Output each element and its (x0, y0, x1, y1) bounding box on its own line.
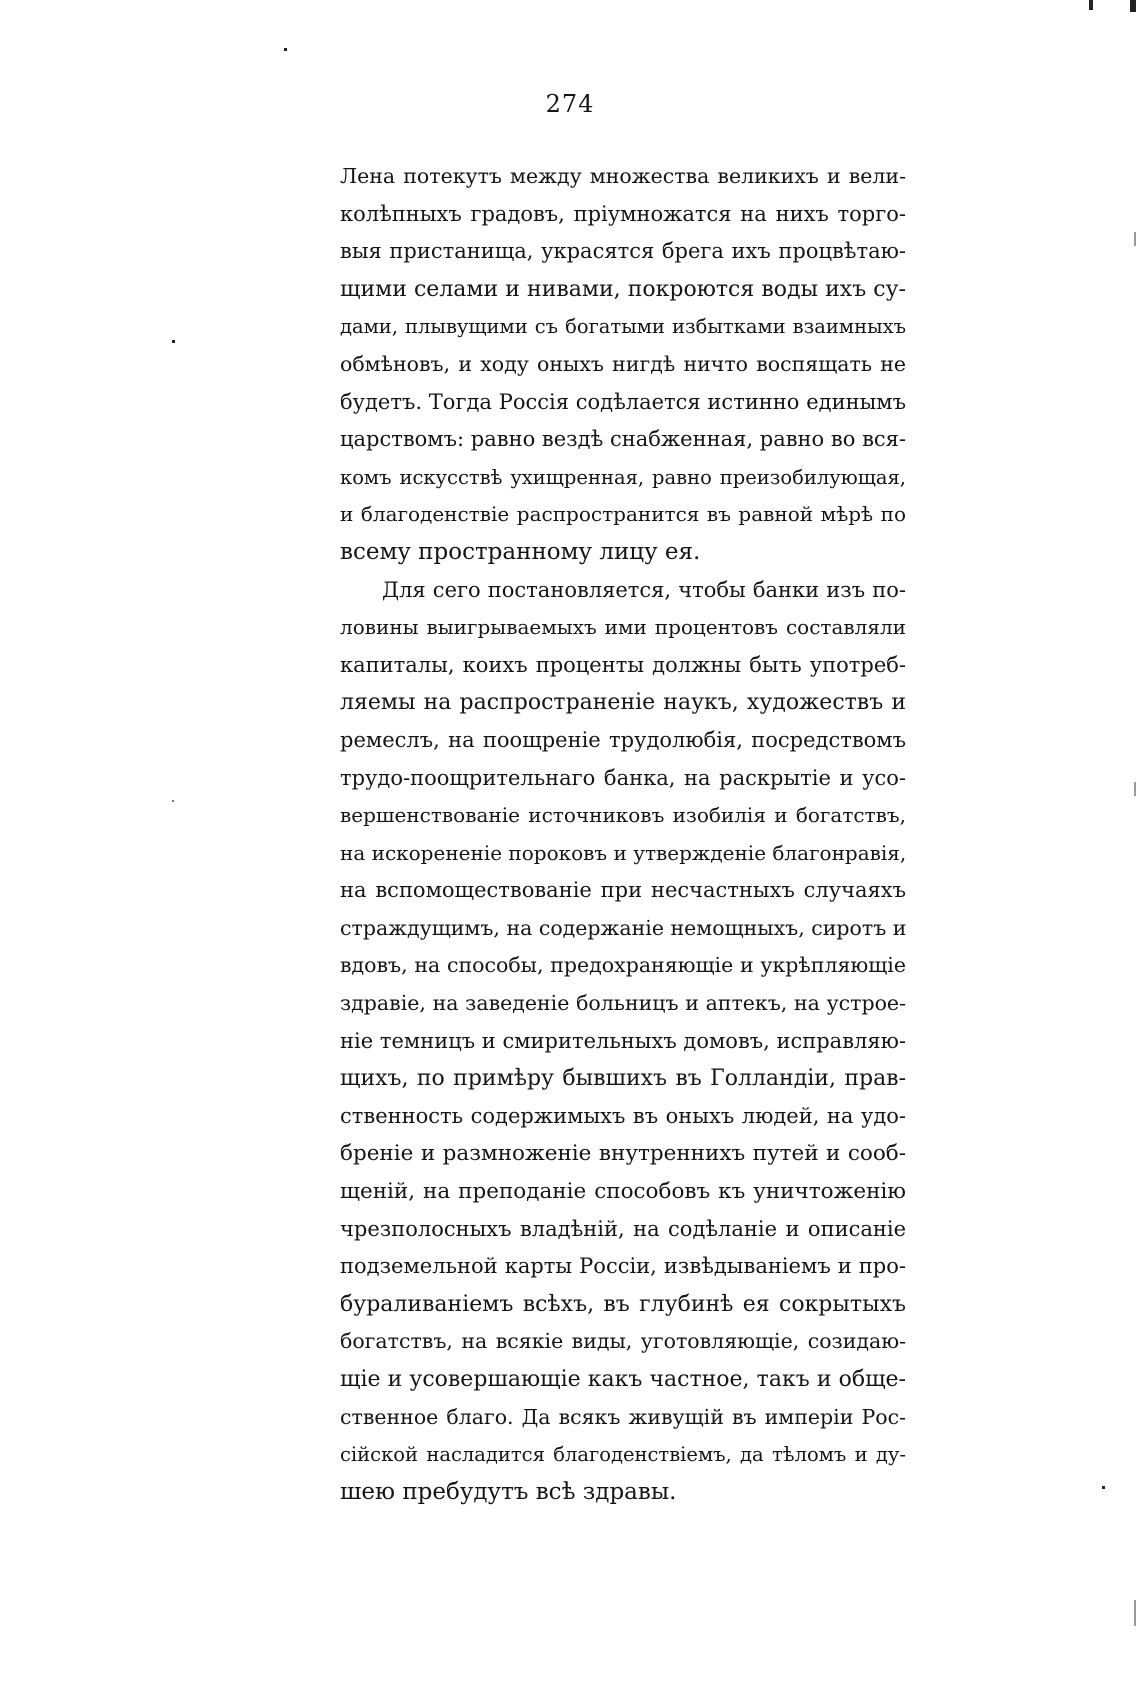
text-line: здравіе, на заведеніе больницъ и аптекъ, на устрое- (340, 991, 906, 1016)
text-line: дами, плывущими съ богатыми избытками взаимныхъ (340, 315, 906, 339)
scan-speck (1134, 232, 1136, 246)
scan-speck (1134, 782, 1136, 796)
text-line: трудо-поощрительнаго банка, на раскрытіе и усо- (340, 765, 906, 790)
text-line: на вспомоществованіе при несчастныхъ случаяхъ (340, 878, 906, 903)
page-number: 274 (545, 90, 595, 118)
text-body (340, 158, 906, 1511)
text-line: шею пребудутъ всѣ здравы. (340, 1478, 677, 1505)
text-line: ственность содержимыхъ въ оныхъ людей, на удо- (340, 1103, 906, 1128)
scan-speck (1134, 1600, 1136, 1626)
scan-speck (1130, 0, 1136, 12)
text-line: щеній, на преподаніе способовъ къ уничтоженію (340, 1179, 906, 1205)
text-line: сійской насладится благоденствіемъ, да тѣломъ и ду- (340, 1443, 906, 1467)
scan-speck (1089, 0, 1093, 10)
scan-speck (284, 48, 287, 51)
scan-speck (172, 340, 175, 343)
text-line: колѣпныхъ градовъ, пріумножатся на нихъ торго- (340, 201, 906, 226)
text-line: Лена потекутъ между множества великихъ и вели- (340, 164, 906, 188)
text-line: ремеслъ, на поощреніе трудолюбія, посредствомъ (340, 727, 906, 752)
text-line: вдовъ, на способы, предохраняющіе и укрѣпляющіе (340, 953, 906, 978)
text-line: выя пристанища, украсятся брега ихъ процвѣтаю- (340, 239, 906, 264)
text-line: ловины выигрываемыхъ ими процентовъ составляли (340, 615, 906, 640)
text-line: капиталы, коихъ проценты должны быть употреб- (340, 652, 906, 677)
paragraph-1 (340, 158, 906, 572)
text-line: на искорененіе пороковъ и утвержденіе благонравія, (340, 840, 907, 865)
text-line: щими селами и нивами, покроются воды ихъ су- (340, 276, 906, 302)
text-line: богатствъ, на всякіе виды, уготовляющіе, созидаю- (340, 1329, 906, 1354)
text-line: царствомъ: равно вездѣ снабженная, равно во вся- (340, 427, 906, 452)
scan-speck (1102, 1486, 1105, 1489)
text-line: и благоденствіе распространится въ равной мѣрѣ по (340, 502, 906, 527)
paragraph-2 (340, 572, 906, 1512)
text-line: будетъ. Тогда Россія содѣлается истинно единымъ (340, 389, 906, 414)
text-line: ляемы на распространеніе наукъ, художествъ и (340, 690, 906, 716)
text-line: обмѣновъ, и ходу оныхъ нигдѣ ничто воспящать не (340, 351, 906, 376)
text-line: чрезполосныхъ владѣній, на содѣланіе и описаніе (340, 1216, 906, 1241)
text-line: щіе и усовершающіе какъ частное, такъ и обще- (340, 1367, 906, 1392)
text-line: ніе темницъ и смирительныхъ домовъ, исправляю- (340, 1028, 906, 1053)
text-line: щихъ, по примѣру бывшихъ въ Голландіи, прав- (340, 1066, 906, 1092)
scan-speck (172, 800, 174, 802)
text-line: бреніе и размноженіе внутреннихъ путей и сооб- (340, 1141, 906, 1167)
text-line: Для сего постановляется, чтобы банки изъ по- (382, 577, 906, 602)
text-line: ственное благо. Да всякъ живущій въ имперіи Рос- (340, 1404, 906, 1429)
text-line: подземельной карты Россіи, извѣдываніемъ и про- (340, 1254, 906, 1279)
text-line: бураливаніемъ всѣхъ, въ глубинѣ ея сокрытыхъ (340, 1291, 906, 1317)
text-line: страждущимъ, на содержаніе немощныхъ, сиротъ и (340, 915, 907, 940)
text-line: вершенствованіе источниковъ изобилія и богатствъ, (340, 803, 906, 828)
text-line: комъ искусствѣ ухищренная, равно преизобилующая, (340, 465, 906, 489)
text-line: всему пространному лицу ея. (340, 538, 701, 565)
